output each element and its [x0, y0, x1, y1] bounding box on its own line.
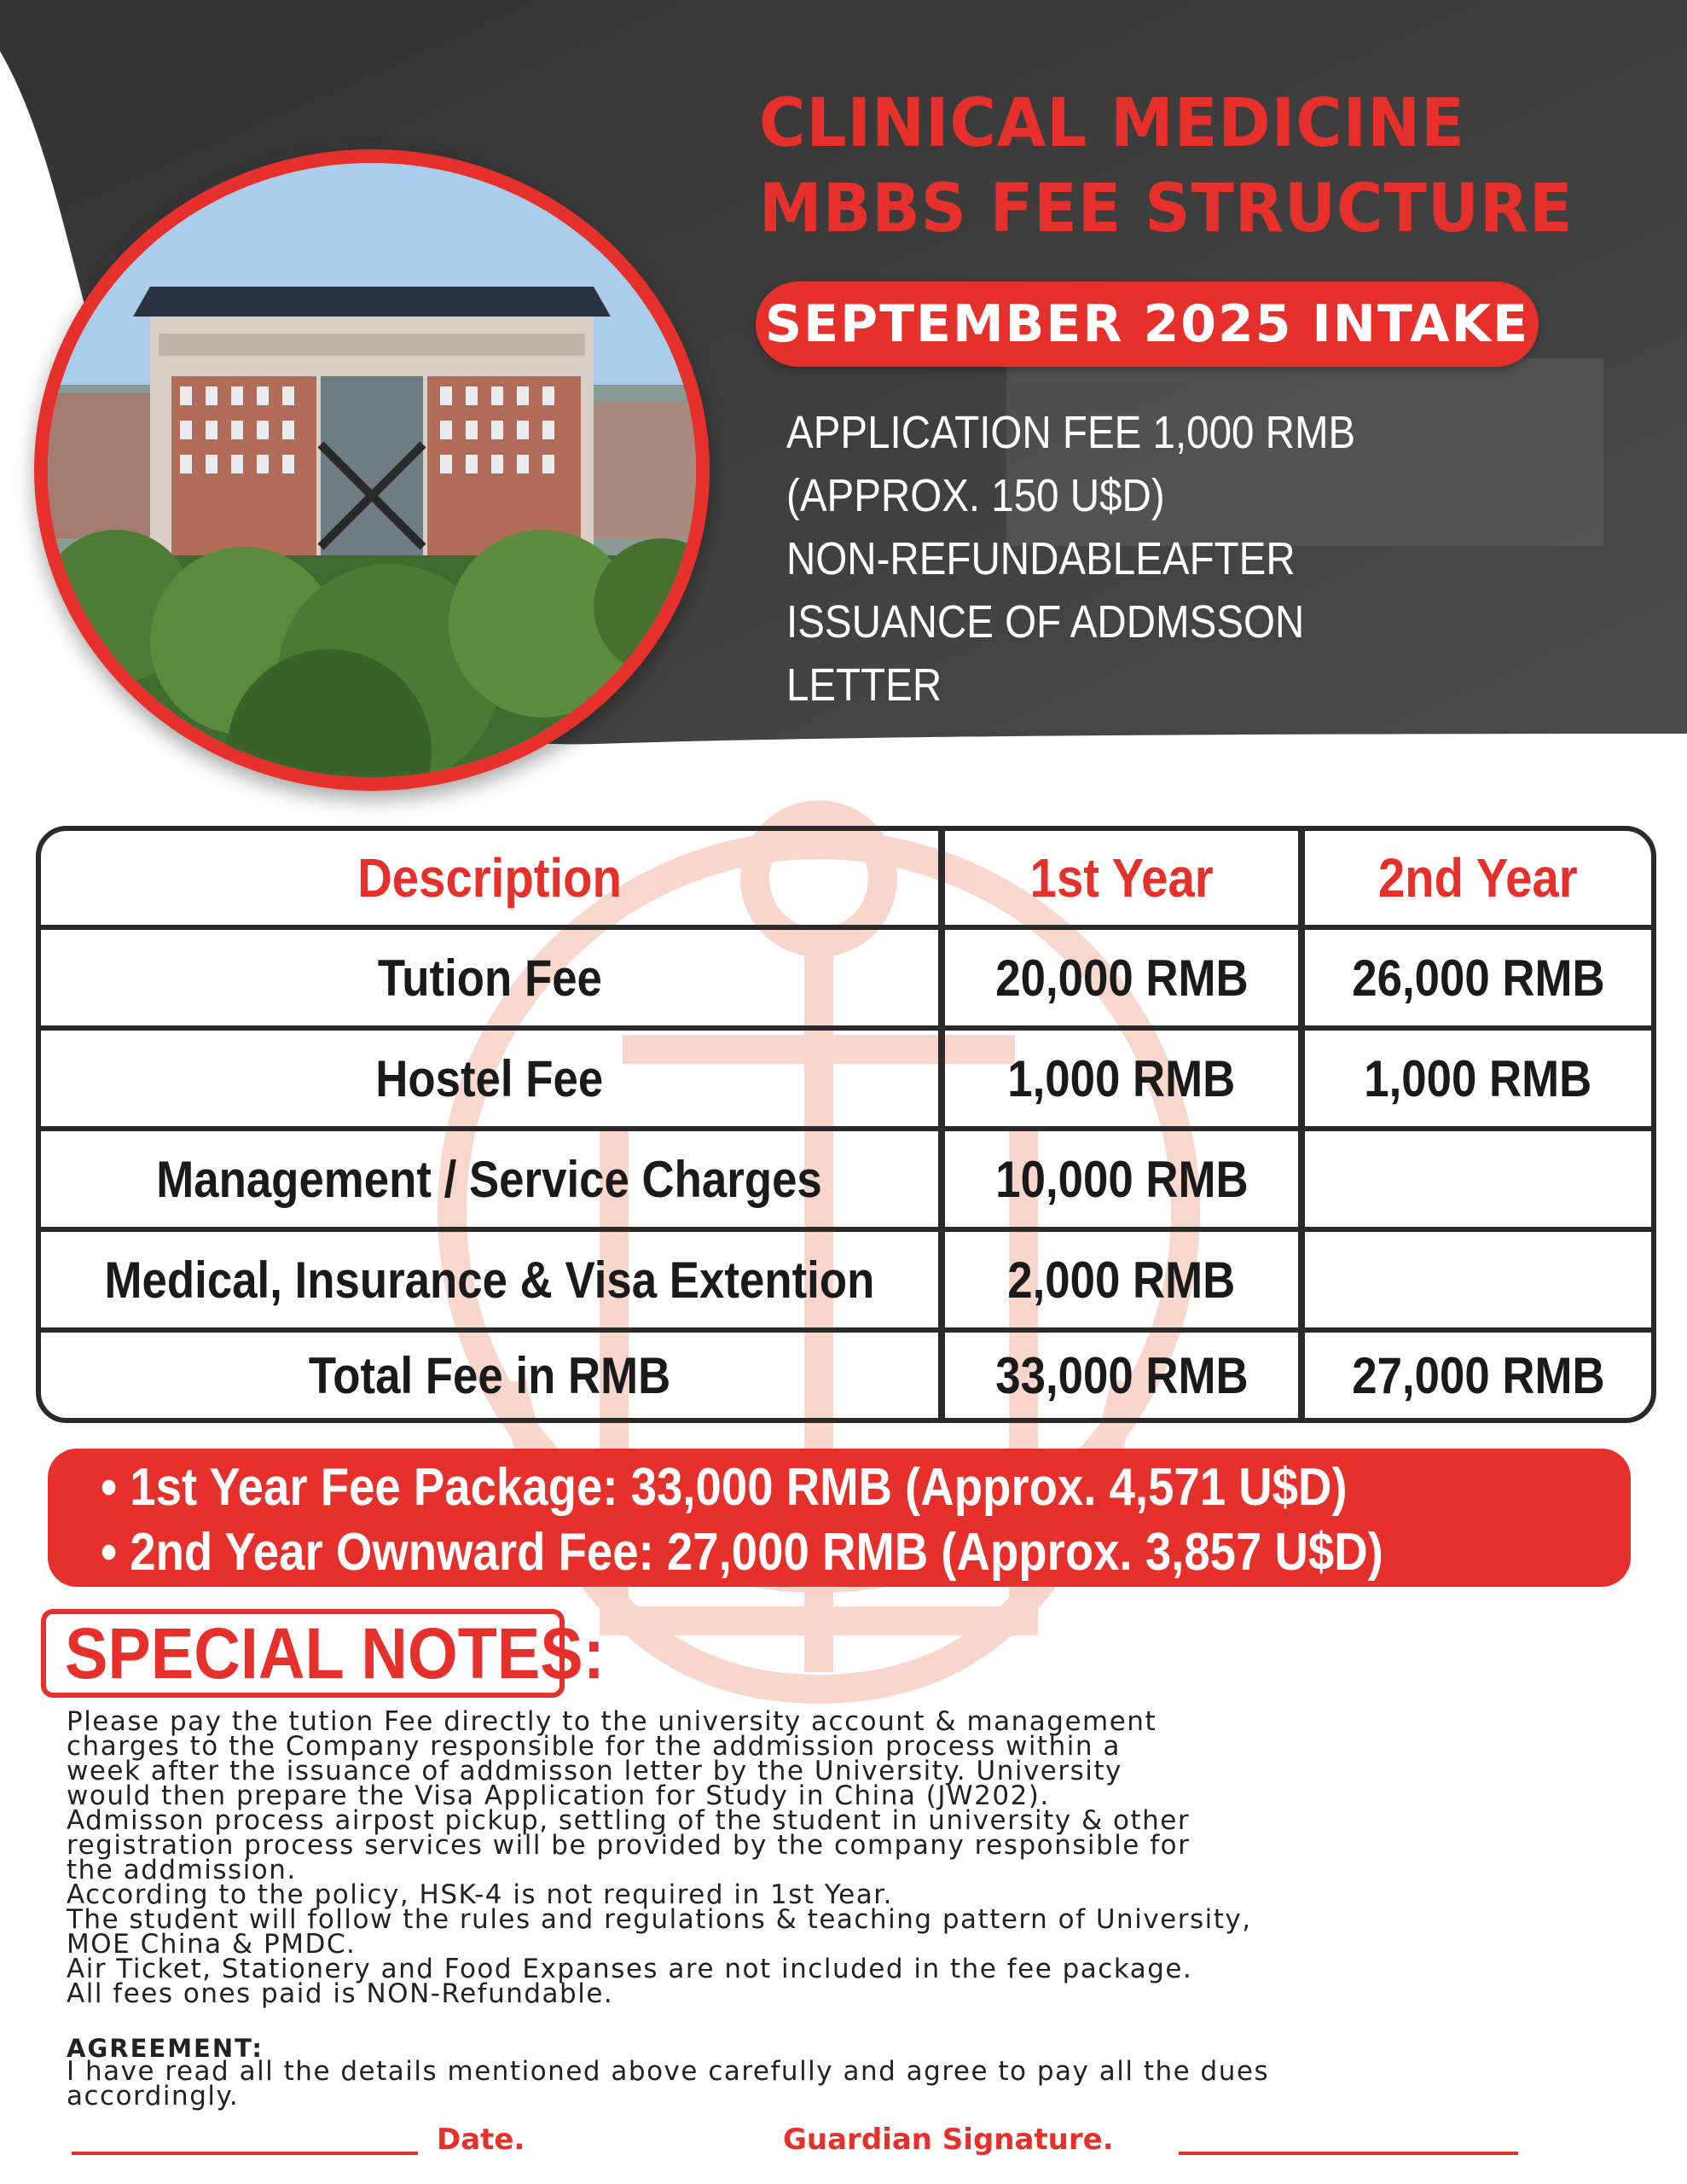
- campus-photo: [34, 149, 710, 791]
- guardian-signature-line: [1179, 2152, 1518, 2155]
- special-notes-title: [41, 1609, 605, 1698]
- table-header-row: [41, 831, 1651, 925]
- guardian-signature-label: Guardian Signature.: [783, 2123, 1114, 2157]
- note-line: Please pay the tution Fee directly to the university account & management: [67, 1706, 1157, 1737]
- special-notes-heading: SPECIAL NOTES:: [65, 1612, 605, 1693]
- table-row: [41, 1131, 1651, 1227]
- note-line: the addmission.: [67, 1855, 297, 1885]
- note-line: According to the policy, HSK-4 is not required in 1st Year.: [67, 1879, 894, 1910]
- row-2nd-year: 1,000 RMB: [1298, 1031, 1651, 1126]
- application-fee-line: ISSUANCE OF ADDMSSON: [786, 596, 1305, 648]
- row-description: Total Fee in RMB: [308, 1346, 671, 1404]
- table-row: [41, 1232, 1651, 1327]
- row-2nd-year: 27,000 RMB: [1298, 1333, 1651, 1418]
- row-1st-year: 33,000 RMB: [938, 1333, 1298, 1418]
- fee-table: [36, 826, 1656, 1423]
- note-line: Admisson process airpost pickup, settling of the student in university & other: [67, 1805, 1191, 1836]
- row-2nd-year: [1298, 1131, 1651, 1227]
- row-description: Medical, Insurance & Visa Extention: [104, 1251, 875, 1309]
- row-1st-year: 2,000 RMB: [938, 1232, 1298, 1327]
- date-line: [72, 2152, 418, 2155]
- application-fee-line: APPLICATION FEE 1,000 RMB: [786, 407, 1356, 458]
- note-line: charges to the Company responsible for the addmission process within a: [67, 1731, 1121, 1762]
- note-line: Air Ticket, Stationery and Food Expanses are not included in the fee package.: [67, 1954, 1193, 1984]
- table-row: [41, 930, 1651, 1025]
- date-label: Date.: [437, 2123, 525, 2157]
- note-line: MOE China & PMDC.: [67, 1929, 357, 1960]
- table-row: [41, 1031, 1651, 1126]
- agreement-line: I have read all the details mentioned above carefully and agree to pay all the dues: [67, 2056, 1270, 2087]
- application-fee-line: NON-REFUNDABLEAFTER: [786, 533, 1296, 584]
- application-fee-info: [786, 401, 1433, 717]
- note-line: week after the issuance of addmisson letter by the University. University: [67, 1756, 1122, 1786]
- note-line: All fees ones paid is NON-Refundable.: [67, 1978, 614, 2009]
- row-description: Hostel Fee: [375, 1049, 604, 1107]
- row-2nd-year: [1298, 1232, 1651, 1327]
- row-1st-year: 10,000 RMB: [938, 1131, 1298, 1227]
- application-fee-line: LETTER: [786, 659, 942, 711]
- special-notes-text: [67, 1706, 1252, 2009]
- header-1st-year: 1st Year: [938, 831, 1298, 925]
- row-2nd-year: 26,000 RMB: [1298, 930, 1651, 1025]
- table-row-total: [41, 1333, 1651, 1418]
- fee-package-summary: [48, 1449, 1631, 1587]
- package-line-1st-year: • 1st Year Fee Package: 33,000 RMB (Approx. 4,571 U$D): [101, 1458, 1348, 1517]
- note-line: would then prepare the Visa Application for Study in China (JW202).: [67, 1780, 1050, 1811]
- row-description: Tution Fee: [377, 949, 602, 1007]
- header-2nd-year: 2nd Year: [1298, 831, 1651, 925]
- application-fee-line: (APPROX. 150 U$D): [786, 470, 1165, 521]
- note-line: The student will follow the rules and regulations & teaching pattern of University,: [67, 1904, 1252, 1935]
- package-line-2nd-year: • 2nd Year Ownward Fee: 27,000 RMB (Approx. 3,857 U$D): [101, 1523, 1383, 1582]
- header-description: Description: [357, 847, 622, 909]
- row-1st-year: 1,000 RMB: [938, 1031, 1298, 1126]
- row-1st-year: 20,000 RMB: [938, 930, 1298, 1025]
- agreement-heading: AGREEMENT:: [67, 2034, 264, 2063]
- agreement-line: accordingly.: [67, 2081, 240, 2111]
- intake-badge: [756, 282, 1539, 367]
- note-line: registration process services will be provided by the company responsible for: [67, 1830, 1191, 1861]
- row-description: Management / Service Charges: [156, 1150, 823, 1208]
- intake-text: SEPTEMBER 2025 INTAKE: [764, 294, 1530, 354]
- title-line-1: CLINICAL MEDICINE: [759, 85, 1465, 162]
- title-line-2: MBBS FEE STRUCTURE: [759, 171, 1574, 247]
- agreement-text: [67, 2056, 1270, 2111]
